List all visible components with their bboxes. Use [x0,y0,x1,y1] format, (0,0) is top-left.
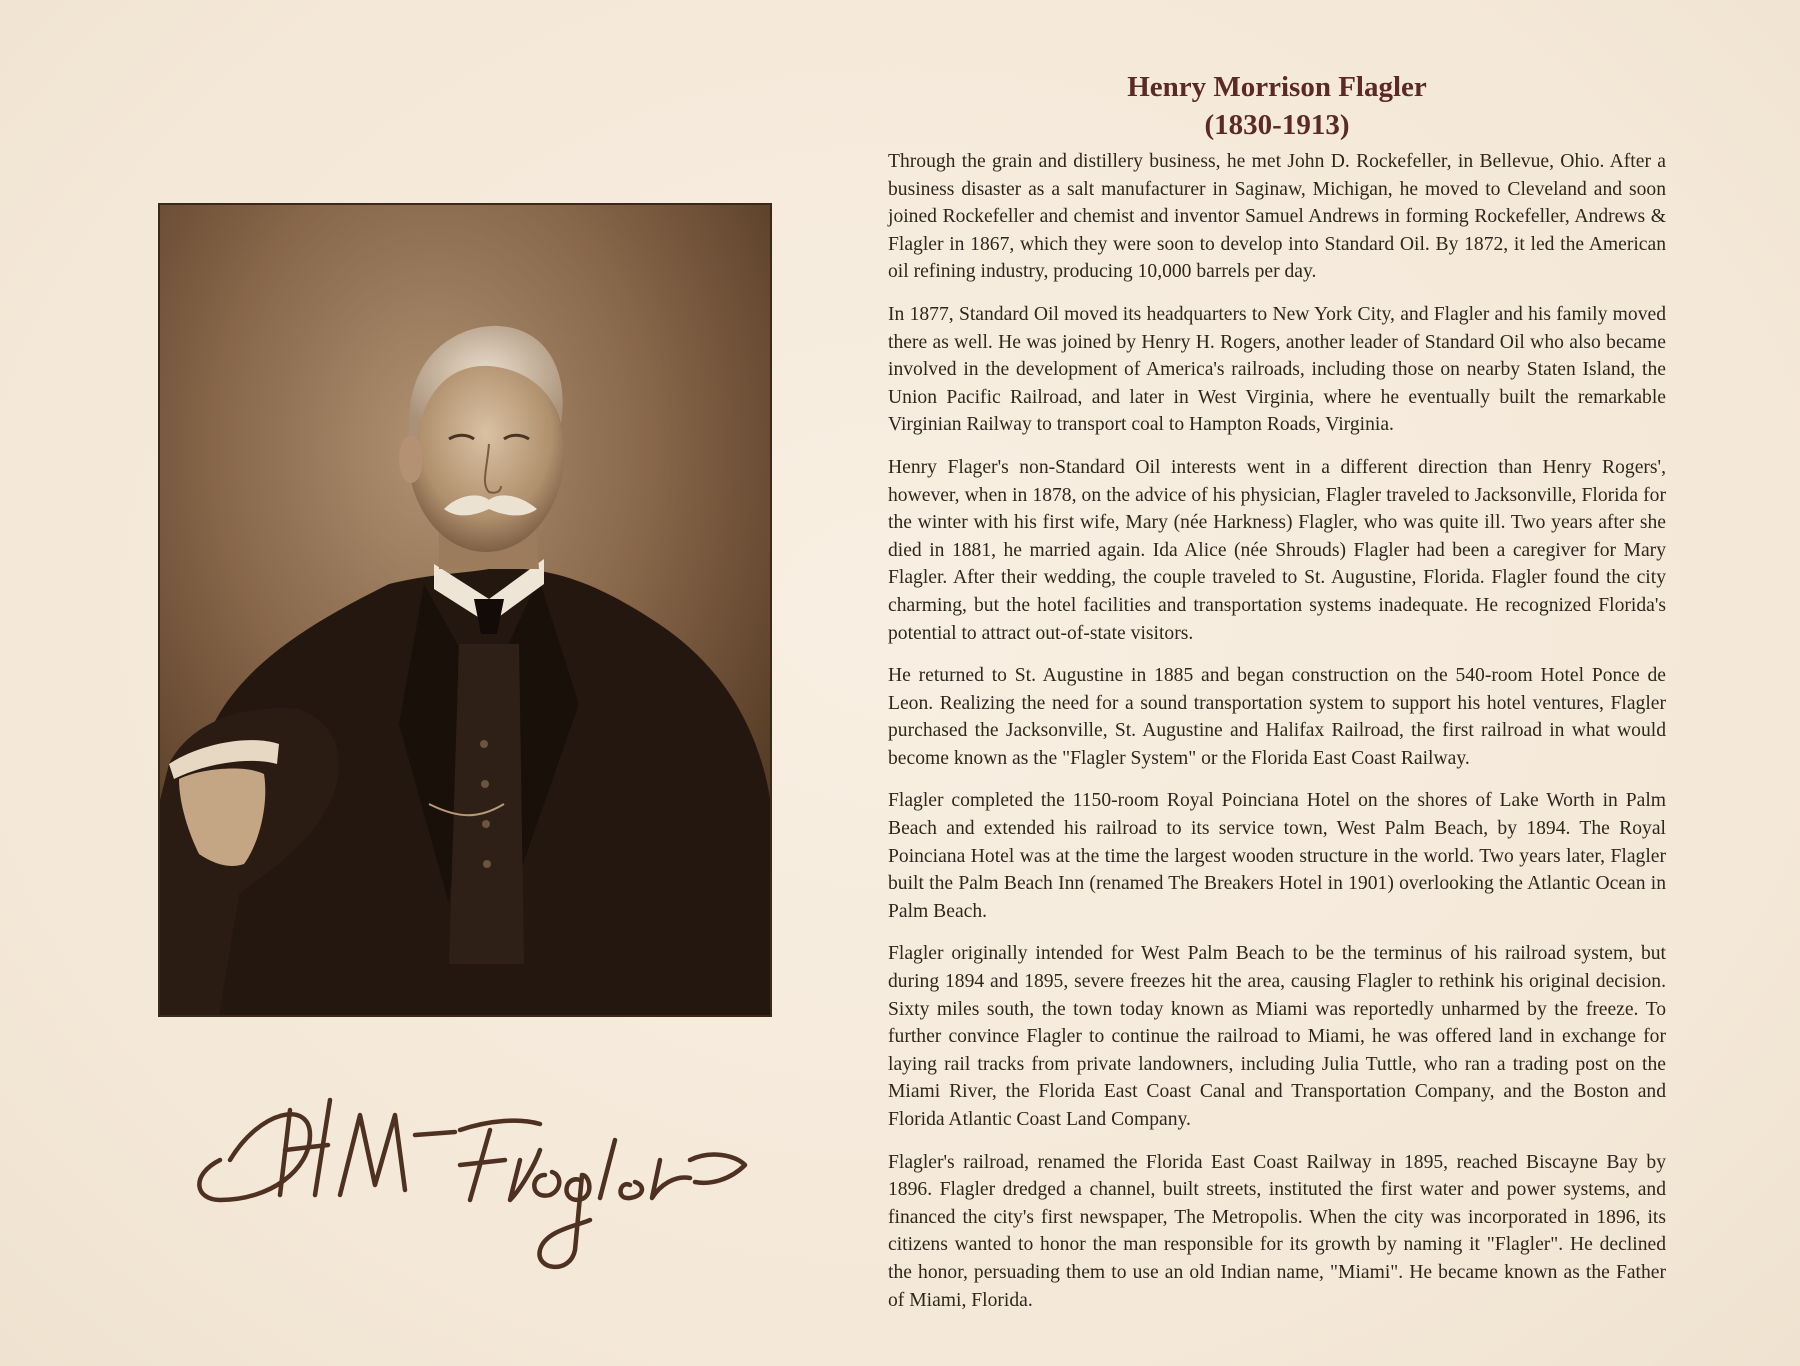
paragraph-4: He returned to St. Augustine in 1885 and began construction on the 540-room Hotel Ponce de Leon. Realizing the need for a sound transportation system to support his hotel ventures, Flagler purchased the Jacksonville, St. Augustine and Halifax Railroad, the first railroad in what would become known as the "Flagler System" or the Florida East Coast Railway. [888,665,1666,769]
signature-graphic [190,1090,760,1280]
paragraph-3: Henry Flager's non-Standard Oil interests went in a different direction than Henry Rogers', however, when in 1878, on the advice of his physician, Flagler traveled to Jacksonville, Florida for the winter with his first wife, Mary (née Harkness) Flagler, who was quite ill. Two years after she died in 1881, he married again. Ida Alice (née Shrouds) Flagler had been a caregiver for Mary Flagler. After their wedding, the couple traveled to St. Augustine, Florida. Flagler found the city charming, but the hotel facilities and transportation systems inadequate. He recognized Florida's potential to attract out-of-state visitors. [888,456,1666,644]
paragraph-6: Flagler originally intended for West Palm Beach to be the terminus of his railroad system, but during 1894 and 1895, severe freezes hit the area, causing Flagler to rethink his original decision. Sixty miles south, the town today known as Miami was reportedly unharmed by the freeze. To further convince Flagler to continue the railroad to Miami, he was offered land in exchange for laying rail tracks from private landowners, including Julia Tuttle, who ran a trading post on the Miami River, the Florida East Coast Canal and Transportation Company, and the Boston and Florida Atlantic Coast Land Company. [888,943,1666,1130]
portrait-illustration [159,204,771,1016]
paragraph-2: In 1877, Standard Oil moved its headquarters to New York City, and Flagler and his family moved there as well. He was joined by Henry H. Rogers, another leader of Standard Oil who also became involved in the development of America's railroads, including those on nearby Staten Island, the Union Pacific Railroad, and later in West Virginia, where he eventually built the remarkable Virginian Railway to transport coal to Hampton Roads, Virginia. [888,303,1666,436]
title-name: Henry Morrison Flagler [1127,71,1427,103]
paragraph-1: Through the grain and distillery business, he met John D. Rockefeller, in Bellevue, Ohio. After a business disaster as a salt manufacturer in Saginaw, Michigan, he moved to Cleveland and soon joined Rockefeller and chemist and inventor Samuel Andrews in forming Rockefeller, Andrews & Flagler in 1867, which they were soon to develop into Standard Oil. By 1872, it led the American oil refining industry, producing 10,000 barrels per day. [888,151,1666,283]
biography-column [888,68,1666,1329]
paragraph-5: Flagler completed the 1150-room Royal Poinciana Hotel on the shores of Lake Worth in Palm Beach and extended his railroad to its service town, West Palm Beach, by 1894. The Royal Poinciana Hotel was at the time the largest wooden structure in the world. Two years later, Flagler built the Palm Beach Inn (renamed The Breakers Hotel in 1901) overlooking the Atlantic Ocean in Palm Beach. [888,790,1666,922]
title-dates: (1830-1913) [1204,109,1350,141]
page-title [888,68,1666,144]
portrait-photo [159,204,771,1016]
signature [190,1090,760,1280]
paragraph-7: Flagler's railroad, renamed the Florida East Coast Railway in 1895, reached Biscayne Bay by 1896. Flagler dredged a channel, built streets, instituted the first water and power systems, and financed the city's first newspaper, The Metropolis. When the city was incorporated in 1896, its citizens wanted to honor the man responsible for its growth by naming it "Flagler". He declined the honor, persuading them to use an old Indian name, "Miami". He became known as the Father of Miami, Florida. [888,1151,1666,1311]
